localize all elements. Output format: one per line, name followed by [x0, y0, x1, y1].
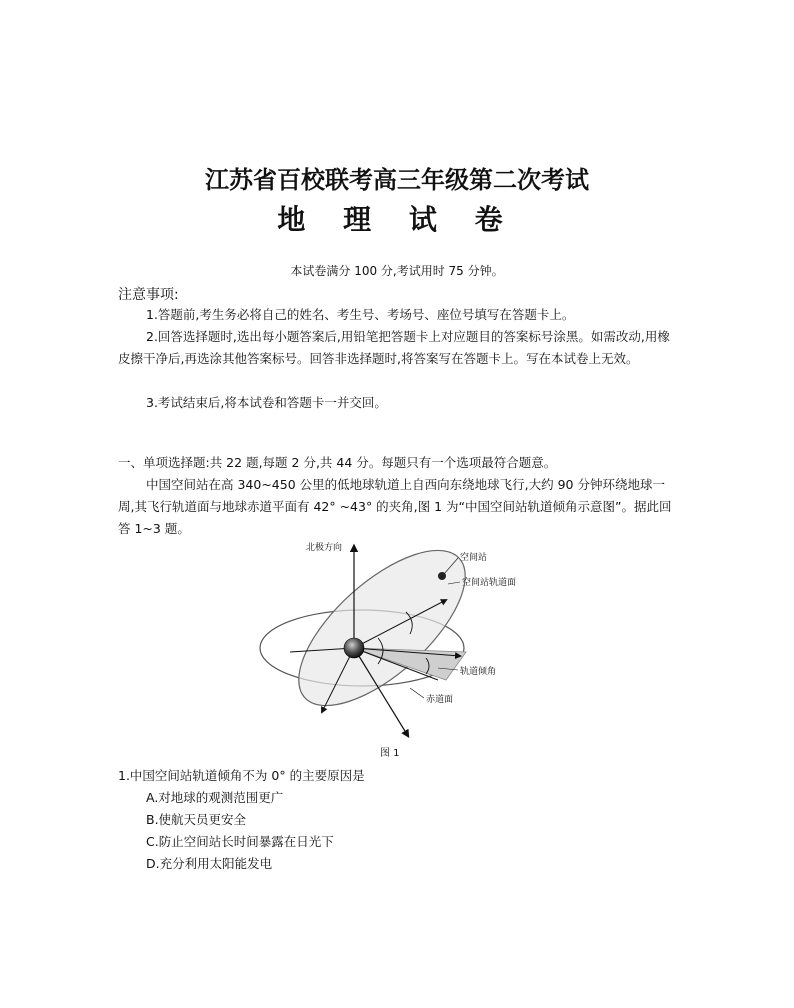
notice-item-1: 1.答题前,考生务必将自己的姓名、考生号、考场号、座位号填写在答题卡上。: [146, 307, 575, 322]
orbit-inclination-figure: [270, 540, 517, 740]
question-1-option-d: D.充分利用太阳能发电: [146, 856, 273, 871]
label-inclination: 轨道倾角: [460, 667, 497, 677]
section-intro: 中国空间站在高 340~450 公里的低地球轨道上自西向东绕地球飞行,大约 90 分钟环绕地球一周,其飞行轨道面与地球赤道平面有 42° ~43° 的夹角,图 1 为“中国空间站轨道倾角示意图”。据此回答 1~3 题。: [118, 477, 672, 536]
figure-caption: 图 1: [380, 748, 400, 759]
exam-info: 本试卷满分 100 分,考试用时 75 分钟。: [290, 264, 504, 278]
label-equator: 赤道面: [426, 695, 454, 705]
subject-title: 地 理 试 卷: [277, 203, 517, 236]
earth: [344, 638, 364, 658]
notice-item-3: 3.考试结束后,将本试卷和答题卡一并交回。: [146, 395, 387, 410]
label-station: 空间站: [460, 553, 488, 563]
question-1-option-c: C.防止空间站长时间暴露在日光下: [146, 834, 334, 849]
label-orbit-plane: 空间站轨道面: [462, 578, 517, 588]
notice-heading: 注意事项:: [118, 287, 179, 303]
question-1-option-a: A.对地球的观测范围更广: [146, 790, 284, 805]
label-north: 北极方向: [306, 543, 343, 553]
section-heading: 一、单项选择题:共 22 题,每题 2 分,共 44 分。每题只有一个选项最符合题意。: [118, 455, 557, 470]
question-1-stem: 1.中国空间站轨道倾角不为 0° 的主要原因是: [118, 768, 365, 783]
exam-title: 江苏省百校联考高三年级第二次考试: [205, 166, 589, 194]
leader-line: [410, 688, 424, 698]
notice-item-2: 2.回答选择题时,选出每小题答案后,用铅笔把答题卡上对应题目的答案标号涂黑。如需改动,用橡皮擦干净后,再选涂其他答案标号。回答非选择题时,将答案写在答题卡上。写在本试卷上无效。: [118, 329, 670, 366]
question-1-option-b: B.使航天员更安全: [146, 812, 247, 827]
orbit-diagram: [270, 540, 517, 740]
